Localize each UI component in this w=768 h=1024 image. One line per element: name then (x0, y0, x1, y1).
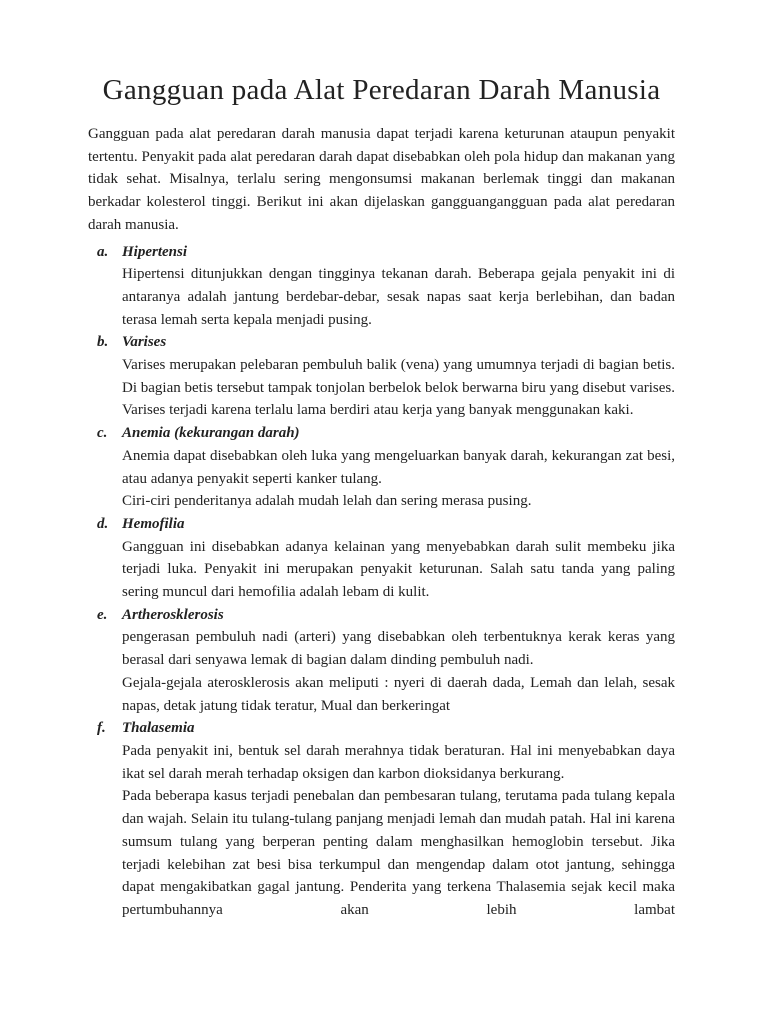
list-item-body (122, 740, 675, 922)
list-item-paragraph: Gejala-gejala aterosklerosis akan meliputi : nyeri di daerah dada, Lemah dan lelah, sesak napas, detak jatung tidak teratur, Mual dan berkeringat (122, 674, 675, 714)
list-item-paragraph: Gangguan ini disebabkan adanya kelainan yang menyebabkan darah sulit membeku jika terjadi luka. Penyakit ini merupakan penyakit keturunan. Salah satu tanda yang paling sering muncul dari hemofilia adalah lebam di kulit. (122, 538, 675, 601)
document-content (88, 0, 675, 922)
list-item-heading: Hemofilia (122, 515, 185, 532)
list-item-body (122, 354, 675, 422)
list-item-paragraph: Anemia dapat disebabkan oleh luka yang mengeluarkan banyak darah, kekurangan zat besi, atau adanya penyakit seperti kanker tulang. (122, 447, 675, 487)
list-item-body (122, 263, 675, 331)
list-item-label: e. (97, 606, 108, 623)
list-item-label: b. (97, 334, 109, 351)
list-item-body (122, 626, 675, 717)
list-item-artherosklerosis (88, 604, 675, 718)
list-item-heading: Thalasemia (122, 720, 195, 737)
list-item-label: a. (97, 243, 109, 260)
list-item-paragraph: Pada beberapa kasus terjadi penebalan dan pembesaran tulang, terutama pada tulang kepala dan wajah. Selain itu tulang-tulang panjang menjadi lemah dan mudah patah. Hal ini karena sumsum tulang yang berperan penting dalam menghasilkan hemoglobin tersebut. Jika terjadi kelebihan zat besi bisa terkumpul dan mengendap dalam otot jantung, sehingga dapat mengakibatkan gagal jantung. Penderita yang terkena Thalasemia sejak kecil maka pertumbuhannya akan lebih lambat (122, 788, 675, 918)
list-item-paragraph: Varises merupakan pelebaran pembuluh balik (vena) yang umumnya terjadi di bagian betis. Di bagian betis tersebut tampak tonjolan berbelok belok berwarna biru yang disebut varises. Varises terjadi karena terlalu lama berdiri atau kerja yang banyak menggunakan kaki. (122, 357, 675, 419)
intro-paragraph: Gangguan pada alat peredaran darah manusia dapat terjadi karena keturunan ataupun penyakit tertentu. Penyakit pada alat peredaran darah dapat disebabkan oleh pola hidup dan makanan yang tidak sehat. Misalnya, terlalu sering mengonsumsi makanan berlemak tinggi dan makanan berkadar kolesterol tinggi. Berikut ini akan dijelaskan gangguangangguan pada alat peredaran darah manusia. (88, 126, 675, 233)
list-item-thalasemia (88, 717, 675, 921)
list-item-body (122, 445, 675, 513)
list-item-heading: Varises (122, 334, 167, 351)
list-item-paragraph: Hipertensi ditunjukkan dengan tingginya tekanan darah. Beberapa gejala penyakit ini di antaranya adalah jantung berdebar-debar, sesak napas saat kerja berlebihan, dan badan terasa lemah serta kepala menjadi pusing. (122, 266, 675, 328)
list-item-anemia (88, 422, 675, 513)
disease-list (88, 241, 675, 922)
list-item-body (122, 536, 675, 604)
list-item-label: c. (97, 425, 108, 442)
list-item-hipertensi (88, 241, 675, 332)
page-title: Gangguan pada Alat Peredaran Darah Manusia (102, 74, 661, 106)
list-item-paragraph: pengerasan pembuluh nadi (arteri) yang disebabkan oleh terbentuknya kerak keras yang berasal dari senyawa lemak di bagian dalam dinding pembuluh nadi. (122, 629, 675, 669)
list-item-heading: Artherosklerosis (122, 606, 224, 623)
list-item-heading: Hipertensi (122, 243, 188, 260)
list-item-paragraph: Pada penyakit ini, bentuk sel darah merahnya tidak beraturan. Hal ini menyebabkan daya ikat sel darah merah terhadap oksigen dan karbon dioksidanya berkurang. (122, 742, 675, 782)
list-item-hemofilia (88, 513, 675, 604)
list-item-label: d. (97, 515, 109, 532)
list-item-heading: Anemia (kekurangan darah) (122, 425, 300, 442)
list-item-paragraph: Ciri-ciri penderitanya adalah mudah lelah dan sering merasa pusing. (122, 493, 532, 510)
list-item-varises (88, 331, 675, 422)
list-item-label: f. (97, 720, 106, 737)
